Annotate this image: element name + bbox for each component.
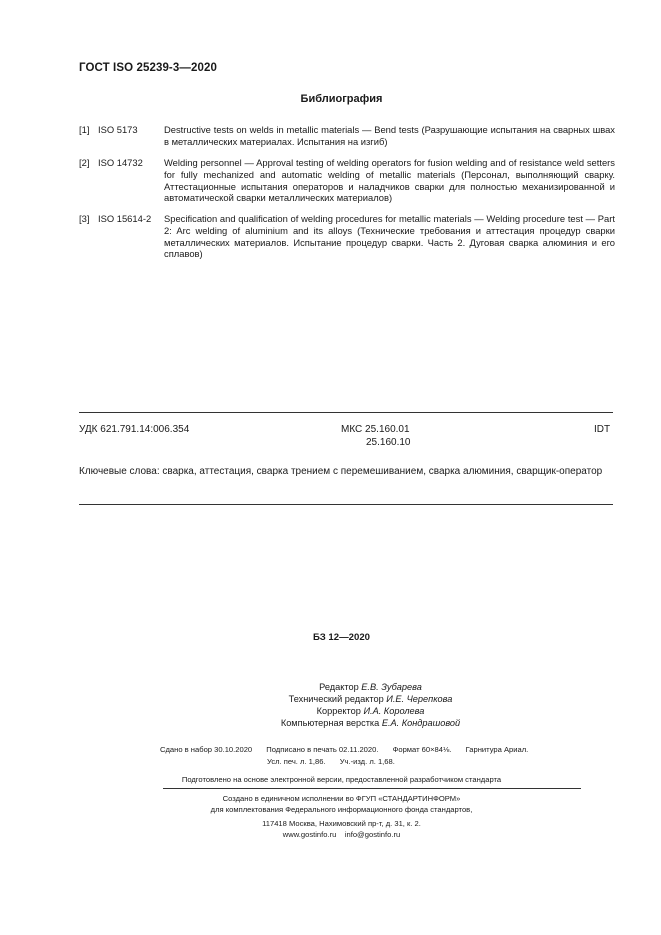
entry-number: [1] bbox=[79, 124, 90, 135]
entry-code: ISO 15614-2 bbox=[98, 213, 152, 224]
entry-text: Destructive tests on welds in metallic materials — Bend tests (Разрушающие испытания на сварных швах в металлических материалах. Испытания на изгиб) bbox=[164, 124, 615, 147]
corrector-line bbox=[80, 705, 661, 717]
created-line-1: Создано в единичном исполнении во ФГУП «СТАНДАРТИНФОРМ» bbox=[222, 794, 461, 803]
layout-role: Компьютерная верстка bbox=[280, 718, 380, 728]
imprint-line-1 bbox=[160, 744, 540, 755]
mks-codes bbox=[341, 423, 411, 449]
layout-line bbox=[80, 717, 661, 729]
entry-code: ISO 14732 bbox=[98, 157, 143, 168]
contacts-line bbox=[0, 829, 661, 840]
entry-number: [3] bbox=[79, 213, 90, 224]
entry-number: [2] bbox=[79, 157, 90, 168]
idt-mark: IDT bbox=[594, 424, 611, 435]
divider-bottom bbox=[79, 504, 613, 505]
imprint-line-2 bbox=[267, 756, 407, 767]
mks-code-1: МКС 25.160.01 bbox=[341, 424, 410, 435]
bibliography-entry-2 bbox=[79, 157, 615, 205]
divider-top bbox=[79, 412, 613, 413]
prepared-note: Подготовлено на основе электронной версии, предоставленной разработчиком стандарта bbox=[181, 775, 502, 784]
entry-text: Welding personnel — Approval testing of welding operators for fusion welding and of resistance weld setters for fully mechanized and automatic welding of metallic materials (Персонал, выполняющий сварку. Аттестационные испытания операторов и наладчиков сварки для полностью механизированной и автоматической сварки металлических материалов) bbox=[164, 157, 615, 204]
print-format: Формат 60×84⅛. bbox=[392, 745, 452, 754]
website-link[interactable]: www.gostinfo.ru bbox=[282, 830, 337, 839]
tech-editor-line bbox=[80, 693, 661, 705]
divider-imprint bbox=[163, 788, 581, 789]
pub-sheets: Уч.-изд. л. 1,68. bbox=[339, 757, 395, 766]
email-link[interactable]: info@gostinfo.ru bbox=[344, 830, 401, 839]
entry-code: ISO 5173 bbox=[98, 124, 138, 135]
corrector-role: Корректор bbox=[316, 706, 361, 716]
address-line: 117418 Москва, Нахимовский пр-т, д. 31, к. 2. bbox=[262, 819, 421, 828]
standard-header: ГОСТ ISO 25239-3—2020 bbox=[79, 62, 217, 74]
staff-credits bbox=[0, 681, 661, 729]
editor-line bbox=[80, 681, 661, 693]
layout-name: Е.А. Кондрашовой bbox=[381, 718, 461, 728]
signed-to-print: Подписано в печать 02.11.2020. bbox=[266, 745, 379, 754]
tech-editor-role: Технический редактор bbox=[288, 694, 384, 704]
created-line-2: для комплектования Федерального информационного фонда стандартов, bbox=[210, 805, 473, 814]
corrector-name: И.А. Королева bbox=[363, 706, 425, 716]
mks-code-2: 25.160.10 bbox=[366, 437, 411, 448]
tech-editor-name: И.Е. Черепкова bbox=[386, 694, 453, 704]
bibliography-entry-3 bbox=[79, 213, 615, 261]
bz-number: БЗ 12—2020 bbox=[312, 632, 371, 643]
sent-to-set: Сдано в набор 30.10.2020 bbox=[160, 745, 253, 754]
entry-text: Specification and qualification of welding procedures for metallic materials — Welding procedure test — Part 2: Arc welding of aluminium and its alloys (Технические требования и аттестация процедур сварки металлических материалов. Испытание процедур сварки. Часть 2. Дуговая сварка алюминия и его сплавов) bbox=[164, 213, 615, 260]
keywords: Ключевые слова: сварка, аттестация, сварка трением с перемешиванием, сварка алюминия, сварщик-оператор bbox=[79, 466, 603, 477]
bibliography-entry-1 bbox=[79, 124, 615, 148]
bibliography-title: Библиография bbox=[300, 93, 383, 105]
print-sheets: Усл. печ. л. 1,86. bbox=[267, 757, 326, 766]
udk-code: УДК 621.791.14:006.354 bbox=[79, 424, 190, 435]
editor-role: Редактор bbox=[319, 682, 359, 692]
editor-name: Е.В. Зубарева bbox=[361, 682, 422, 692]
typeface: Гарнитура Ариал. bbox=[465, 745, 529, 754]
